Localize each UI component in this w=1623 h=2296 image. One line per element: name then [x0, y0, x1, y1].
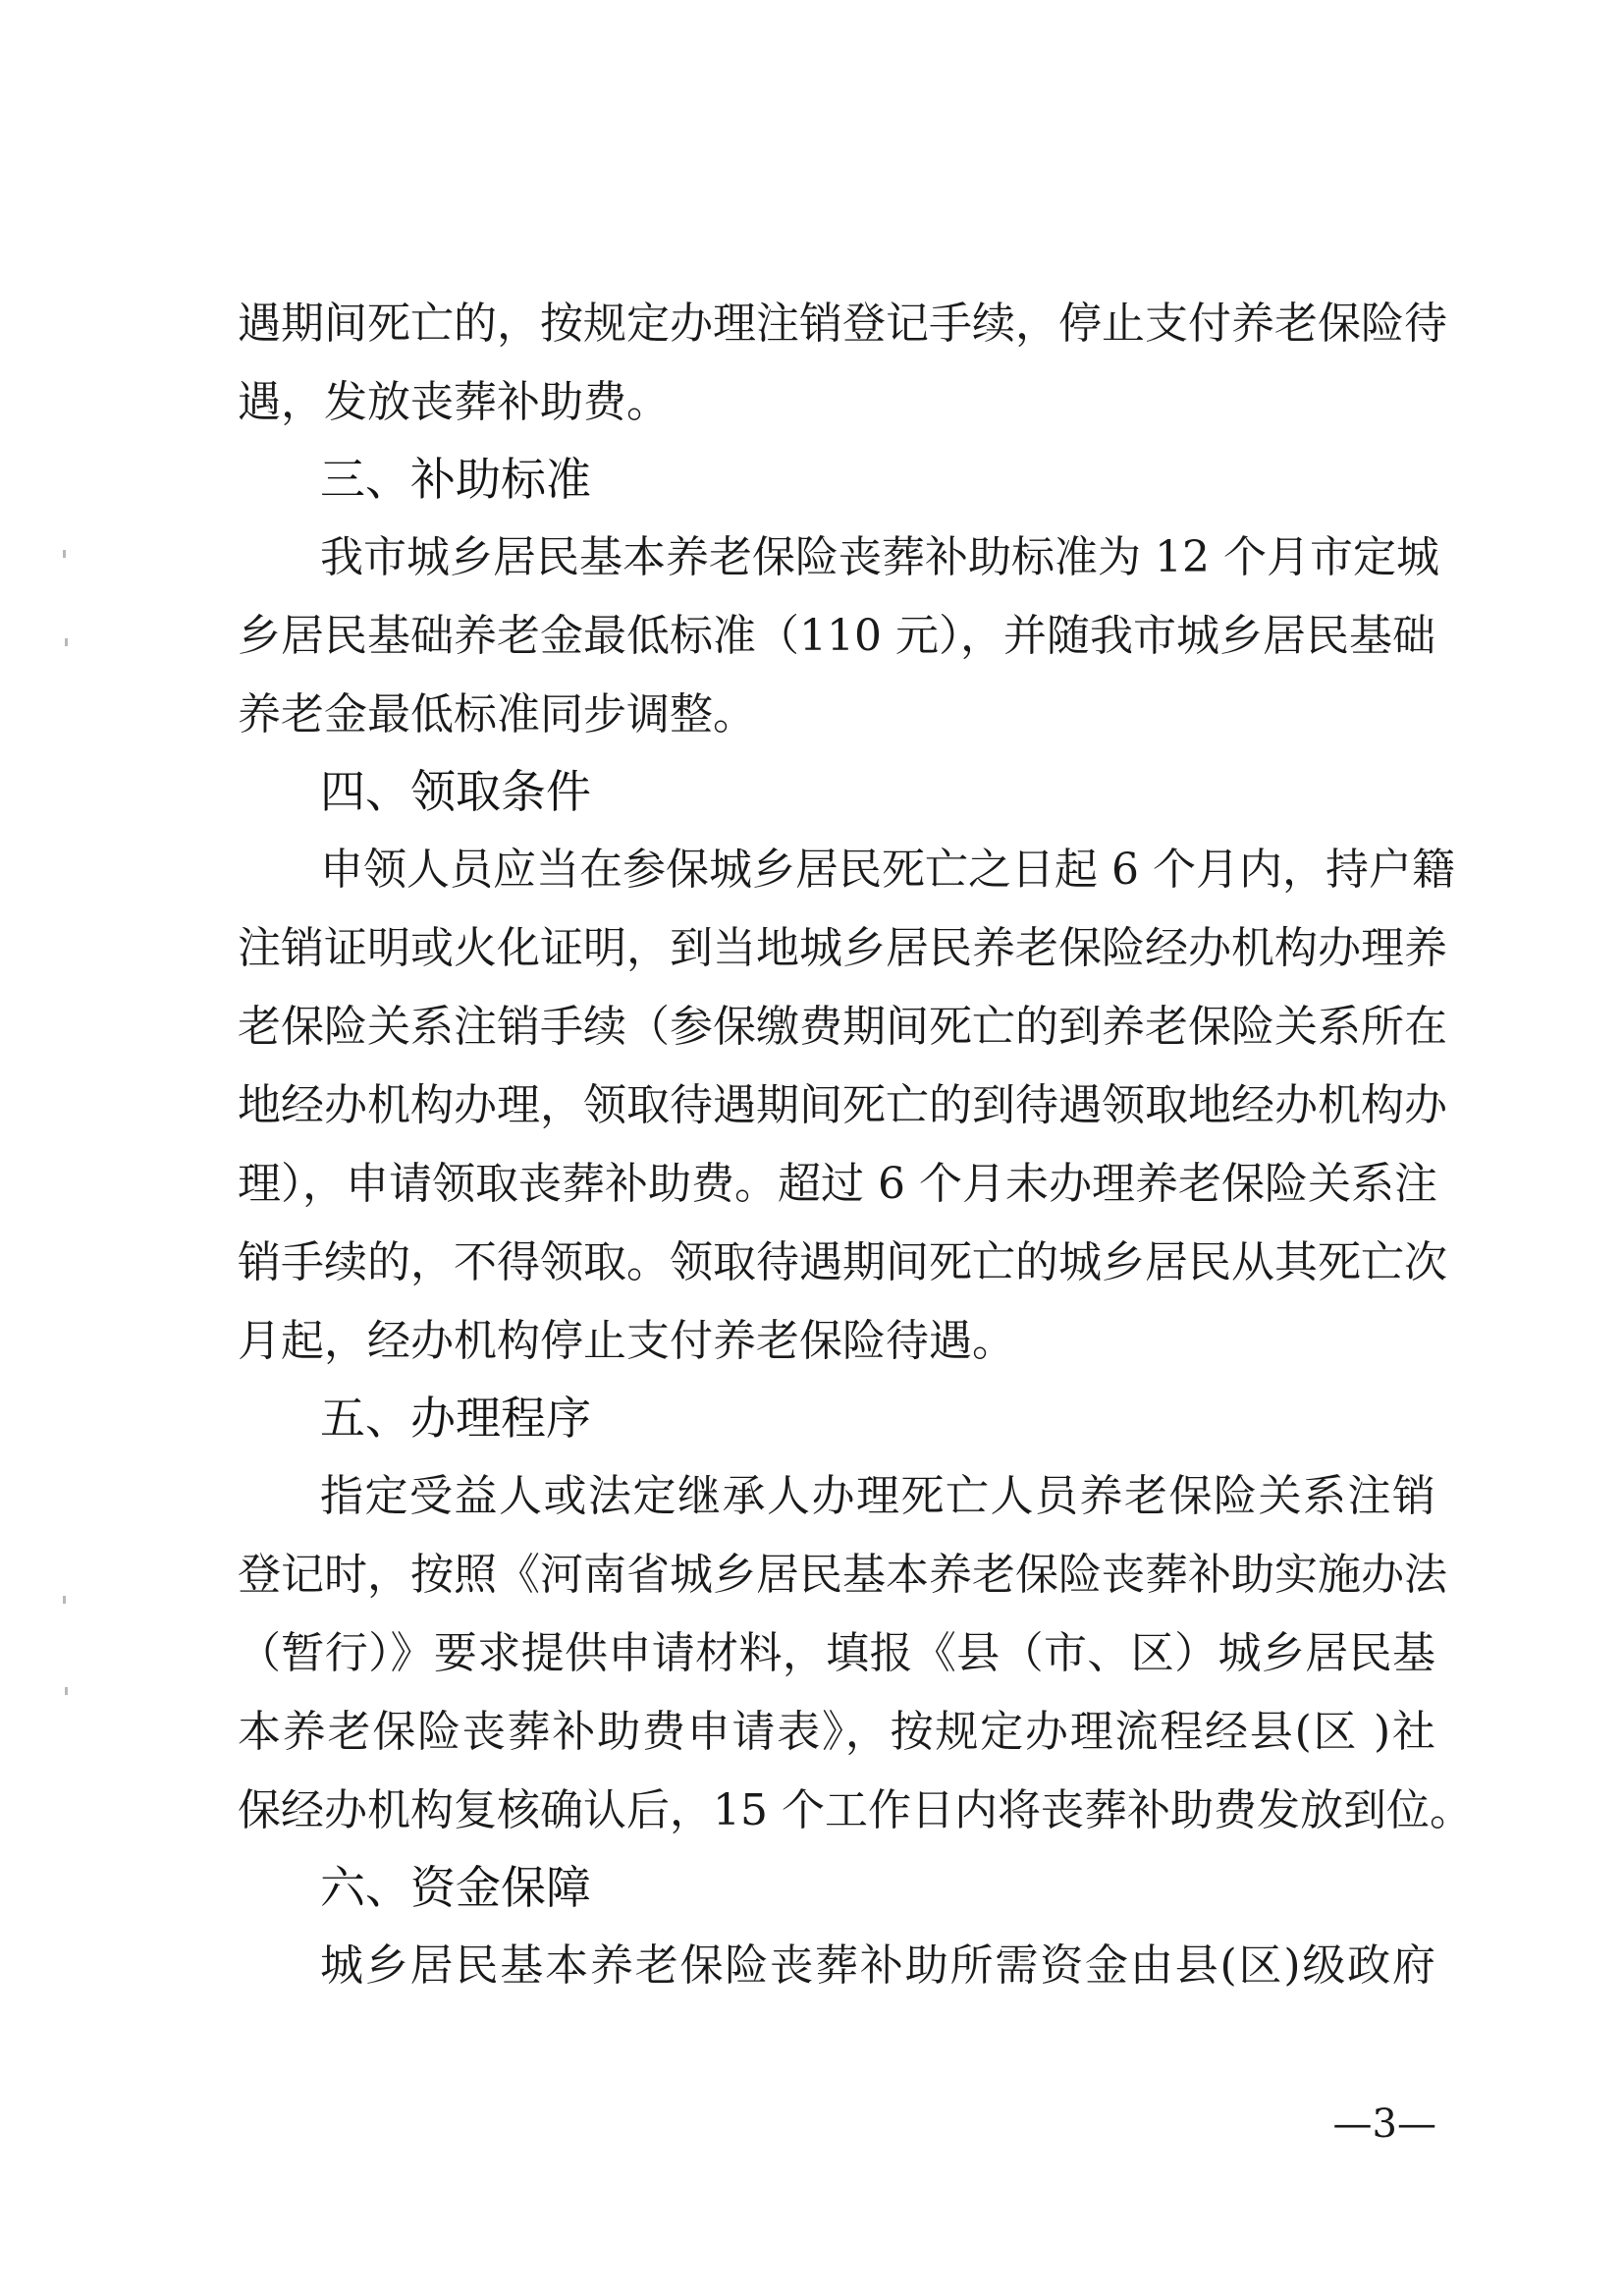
scan-speck [63, 1596, 66, 1604]
paragraph-line: 养老金最低标准同步调整。 [238, 689, 756, 739]
paragraph-line: 遇，发放丧葬补助费。 [238, 377, 670, 427]
paragraph-line: 月起，经办机构停止支付养老保险待遇。 [238, 1316, 1015, 1366]
page-number: —3— [1332, 2102, 1436, 2147]
paragraph-line: 老保险关系注销手续（参保缴费期间死亡的到养老保险关系所在 [238, 1002, 1447, 1052]
paragraph-line: 销手续的，不得领取。领取待遇期间死亡的城乡居民从其死亡次 [238, 1237, 1447, 1287]
scan-speck [63, 550, 66, 558]
paragraph-line: 指定受益人或法定继承人办理死亡人员养老保险关系注销 [320, 1471, 1435, 1521]
paragraph-line: 本养老保险丧葬补助费申请表》，按规定办理流程经县(区 )社 [238, 1707, 1435, 1757]
paragraph-line: （暂行）》要求提供申请材料，填报《县（市、区）城乡居民基 [238, 1628, 1435, 1678]
section-heading-subsidy-standard: 三、补助标准 [320, 453, 591, 506]
paragraph-line: 申领人员应当在参保城乡居民死亡之日起 6 个月内，持户籍 [320, 845, 1455, 895]
paragraph-line: 我市城乡居民基本养老保险丧葬补助标准为 12 个月市定城 [320, 532, 1439, 582]
paragraph-line: 保经办机构复核确认后，15 个工作日内将丧葬补助费发放到位。 [238, 1785, 1473, 1835]
paragraph-line: 乡居民基础养老金最低标准（110 元），并随我市城乡居民基础 [238, 611, 1435, 661]
paragraph-line: 城乡居民基本养老保险丧葬补助所需资金由县(区)级政府 [320, 1941, 1435, 1991]
section-heading-funding: 六、资金保障 [320, 1861, 591, 1914]
scan-speck [65, 638, 68, 646]
paragraph-line: 登记时，按照《河南省城乡居民基本养老保险丧葬补助实施办法 [238, 1550, 1447, 1600]
paragraph-line: 地经办机构办理，领取待遇期间死亡的到待遇领取地经办机构办 [238, 1080, 1447, 1130]
section-heading-claim-conditions: 四、领取条件 [320, 765, 591, 818]
paragraph-line: 遇期间死亡的，按规定办理注销登记手续，停止支付养老保险待 [238, 299, 1447, 349]
paragraph-line: 理），申请领取丧葬补助费。超过 6 个月未办理养老保险关系注 [238, 1159, 1437, 1209]
section-heading-procedure: 五、办理程序 [320, 1392, 591, 1445]
scan-speck [65, 1687, 68, 1695]
paragraph-line: 注销证明或火化证明，到当地城乡居民养老保险经办机构办理养 [238, 923, 1447, 973]
